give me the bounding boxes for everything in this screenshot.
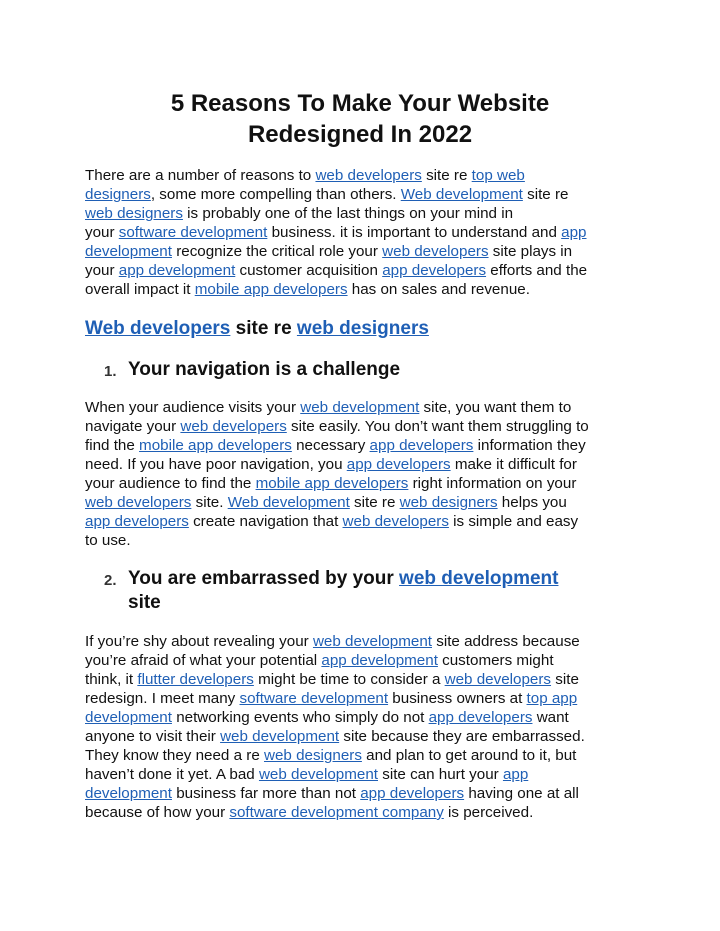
hyperlink[interactable]: web development	[258, 766, 378, 783]
paragraph-line	[85, 166, 645, 185]
hyperlink[interactable]: mobile app developers	[194, 281, 348, 298]
title-line-2: Redesigned In 2022	[247, 121, 473, 148]
hyperlink[interactable]: designers	[85, 186, 151, 203]
paragraph-line	[85, 531, 645, 550]
paragraph-text: you’re afraid of what your potential	[85, 652, 322, 669]
hyperlink[interactable]: app developers	[428, 709, 533, 726]
hyperlink[interactable]: web development	[300, 399, 420, 416]
paragraph-text: navigate your	[85, 418, 181, 435]
paragraph-text: customer acquisition	[235, 262, 383, 279]
hyperlink[interactable]: web developers	[382, 243, 489, 260]
paragraph-text: site can hurt your	[378, 766, 503, 783]
paragraph-line	[85, 493, 645, 512]
paragraph-text: might be time to consider a	[253, 671, 445, 688]
paragraph-text: site address because	[432, 633, 580, 650]
hyperlink[interactable]: app developers	[382, 262, 487, 279]
hyperlink[interactable]: web developers	[315, 167, 422, 184]
hyperlink[interactable]: app developers	[346, 456, 451, 473]
paragraph-text: site plays in	[488, 243, 573, 260]
paragraph-text: think, it	[85, 671, 138, 688]
paragraph-text: has on sales and revenue.	[347, 281, 530, 298]
paragraph-line	[85, 803, 645, 822]
paragraph-text: your	[85, 262, 119, 279]
paragraph-line	[85, 689, 645, 708]
paragraph-text: site re	[421, 167, 472, 184]
hyperlink[interactable]: software development	[239, 690, 389, 707]
paragraph-line	[85, 261, 645, 280]
hyperlink[interactable]: app development	[118, 262, 236, 279]
hyperlink[interactable]: web designers	[399, 494, 498, 511]
paragraph-line	[85, 765, 645, 784]
paragraph-line	[85, 670, 645, 689]
paragraph-line	[85, 436, 645, 455]
hyperlink[interactable]: top app	[526, 690, 578, 707]
paragraph-text: want	[532, 709, 569, 726]
paragraph-text: networking events who simply do not	[171, 709, 429, 726]
hyperlink[interactable]: Web development	[400, 186, 523, 203]
paragraph-text: overall impact it	[85, 281, 195, 298]
paragraph-line	[85, 398, 645, 417]
paragraph-line	[85, 474, 645, 493]
section-heading-link-web-designers[interactable]: web designers	[296, 318, 429, 339]
paragraph-text: make it difficult for	[450, 456, 577, 473]
paragraph-line	[85, 784, 645, 803]
hyperlink[interactable]: app	[502, 766, 529, 783]
paragraph-line	[85, 185, 645, 204]
paragraph-text: and plan to get around to it, but	[361, 747, 577, 764]
paragraph-text: business far more than not	[171, 785, 361, 802]
paragraph-text: redesign. I meet many	[85, 690, 240, 707]
hyperlink[interactable]: Web development	[227, 494, 350, 511]
paragraph-text: site re	[522, 186, 569, 203]
paragraph-line	[85, 708, 645, 727]
paragraph-text: site, you want them to	[419, 399, 572, 416]
list-item-2-heading	[128, 567, 648, 615]
paragraph-text: customers might	[437, 652, 554, 669]
list-item-2-paragraph	[85, 632, 645, 822]
list-item-1-heading	[128, 358, 648, 382]
paragraph-text: business owners at	[388, 690, 527, 707]
list-item-2-heading-tail: site	[128, 592, 161, 613]
paragraph-text: site re	[349, 494, 400, 511]
paragraph-line	[85, 746, 645, 765]
hyperlink[interactable]: app developers	[360, 785, 465, 802]
list-item-2-heading-text: You are embarrassed by your	[128, 568, 400, 589]
paragraph-text: site because they are embarrassed.	[339, 728, 585, 745]
hyperlink[interactable]: flutter developers	[137, 671, 254, 688]
hyperlink[interactable]: development	[85, 709, 172, 726]
hyperlink[interactable]: mobile app developers	[255, 475, 409, 492]
hyperlink[interactable]: app developers	[85, 513, 189, 530]
title-line-1: 5 Reasons To Make Your Website	[170, 90, 550, 117]
hyperlink[interactable]: web designers	[263, 747, 362, 764]
paragraph-text: your audience to find the	[85, 475, 256, 492]
hyperlink[interactable]: web developers	[444, 671, 552, 688]
paragraph-text: anyone to visit their	[85, 728, 221, 745]
paragraph-text: recognize the critical role your	[171, 243, 383, 260]
paragraph-text: is perceived.	[443, 804, 534, 821]
paragraph-text: There are a number of reasons to	[85, 167, 316, 184]
hyperlink[interactable]: web developers	[85, 494, 192, 511]
paragraph-text: business. it is important to understand and	[267, 224, 562, 241]
hyperlink[interactable]: development	[85, 243, 172, 260]
paragraph-line	[85, 242, 645, 261]
hyperlink[interactable]: development	[85, 785, 172, 802]
paragraph-text: having one at all	[464, 785, 579, 802]
paragraph-text: site.	[191, 494, 228, 511]
paragraph-text: They know they need a re	[85, 747, 264, 764]
paragraph-text: need. If you have poor navigation, you	[85, 456, 347, 473]
list-item-2-number: 2.	[104, 572, 117, 589]
paragraph-text: necessary	[291, 437, 370, 454]
list-item-1-number: 1.	[104, 363, 117, 380]
paragraph-text: because of how your	[85, 804, 230, 821]
paragraph-line	[85, 455, 645, 474]
paragraph-text: When your audience visits your	[85, 399, 301, 416]
paragraph-line	[85, 632, 645, 651]
hyperlink[interactable]: top web	[471, 167, 525, 184]
paragraph-line	[85, 223, 645, 242]
paragraph-line	[85, 417, 645, 436]
paragraph-line	[85, 727, 645, 746]
paragraph-text: If you’re shy about revealing your	[85, 633, 313, 650]
paragraph-text: is simple and easy	[448, 513, 579, 530]
paragraph-text: site	[551, 671, 579, 688]
list-item-2-heading-line-1	[128, 567, 648, 591]
list-item-2-heading-link[interactable]: web development	[399, 568, 559, 589]
hyperlink[interactable]: web developers	[180, 418, 287, 435]
hyperlink[interactable]: app development	[321, 652, 438, 669]
hyperlink[interactable]: software development company	[229, 804, 444, 821]
section-heading-middle: site re	[230, 318, 297, 339]
hyperlink[interactable]: web designers	[85, 205, 183, 222]
paragraph-line	[85, 651, 645, 670]
hyperlink[interactable]: app	[561, 224, 587, 241]
paragraph-text: information they	[473, 437, 586, 454]
paragraph-text: haven’t done it yet. A bad	[85, 766, 259, 783]
paragraph-line	[85, 280, 645, 299]
hyperlink[interactable]: app developers	[369, 437, 474, 454]
paragraph-text: , some more compelling than others.	[150, 186, 401, 203]
list-item-1-heading-text: Your navigation is a challenge	[128, 359, 401, 380]
paragraph-text: helps you	[497, 494, 567, 511]
paragraph-text: your	[85, 224, 119, 241]
paragraph-text: efforts and the	[486, 262, 588, 279]
paragraph-text: right information on your	[408, 475, 577, 492]
paragraph-text: site easily. You don’t want them struggling to	[286, 418, 589, 435]
page-title	[0, 88, 720, 150]
section-heading-link-web-developers[interactable]: Web developers	[85, 318, 231, 339]
paragraph-text: create navigation that	[188, 513, 343, 530]
hyperlink[interactable]: web developers	[342, 513, 449, 530]
hyperlink[interactable]: web development	[312, 633, 432, 650]
paragraph-text: find the	[85, 437, 140, 454]
intro-paragraph	[85, 166, 645, 299]
hyperlink[interactable]: software development	[118, 224, 268, 241]
list-item-1-paragraph	[85, 398, 645, 550]
hyperlink[interactable]: mobile app developers	[139, 437, 292, 454]
paragraph-text: is probably one of the last things on your mind in	[182, 205, 514, 222]
section-heading	[85, 316, 429, 342]
paragraph-line	[85, 204, 645, 223]
hyperlink[interactable]: web development	[220, 728, 340, 745]
paragraph-line	[85, 512, 645, 531]
paragraph-text: to use.	[85, 532, 131, 549]
